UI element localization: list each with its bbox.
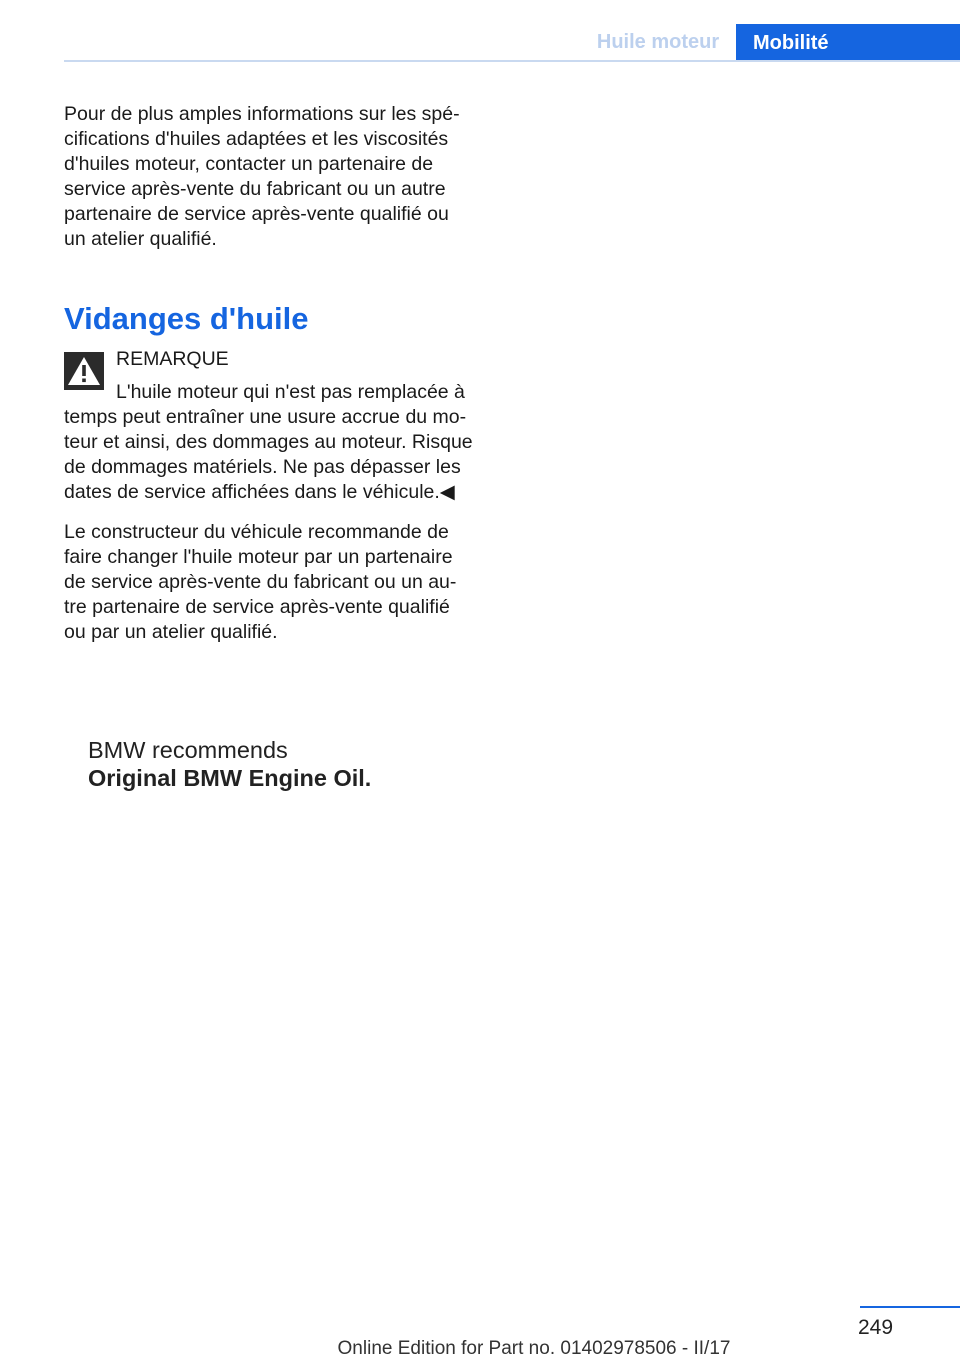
- intro-paragraph: [64, 102, 484, 253]
- header-section-tab[interactable]: Huile moteur: [596, 30, 720, 53]
- text-line: service après-vente du fabricant ou un autre: [64, 178, 446, 201]
- text-line: tre partenaire de service après-vente qualifié: [64, 596, 450, 619]
- text-line: temps peut entraîner une usure accrue du mo-: [64, 406, 467, 429]
- text-line: un atelier qualifié.: [64, 228, 217, 251]
- text-line: ou par un atelier qualifié.: [64, 621, 278, 644]
- text-line: d'huiles moteur, contacter un partenaire de: [64, 153, 434, 176]
- text-line: Pour de plus amples informations sur les spé-: [64, 103, 460, 125]
- recommend-paragraph: [64, 520, 484, 645]
- warning-title: REMARQUE: [116, 348, 229, 370]
- section-heading: Vidanges d'huile: [64, 301, 309, 336]
- edition-info: Online Edition for Part no. 01402978506 - II/17: [337, 1338, 731, 1359]
- text-line: dates de service affichées dans le véhicule.◀: [64, 481, 455, 504]
- text-line: faire changer l'huile moteur par un partenaire: [64, 546, 453, 569]
- page-number: 249: [858, 1316, 894, 1339]
- text-line: Le constructeur du véhicule recommande de: [64, 521, 449, 543]
- footer-divider: [860, 1306, 960, 1308]
- brand-notice-line2: Original BMW Engine Oil.: [88, 765, 372, 791]
- text-line: partenaire de service après-vente qualifié ou: [64, 203, 449, 226]
- brand-notice: [88, 736, 371, 792]
- text-line: teur et ainsi, des dommages au moteur. Risque: [64, 431, 473, 454]
- text-line: L'huile moteur qui n'est pas remplacée à: [116, 381, 465, 403]
- text-line: cifications d'huiles adaptées et les viscosités: [64, 128, 449, 151]
- warning-body: [64, 380, 484, 505]
- text-line: de dommages matériels. Ne pas dépasser les: [64, 456, 461, 479]
- header-chapter-tab[interactable]: Mobilité: [736, 24, 960, 62]
- header-divider: [64, 60, 960, 62]
- text-line: de service après-vente du fabricant ou un au-: [64, 571, 457, 594]
- brand-notice-line1: BMW recommends: [88, 737, 288, 763]
